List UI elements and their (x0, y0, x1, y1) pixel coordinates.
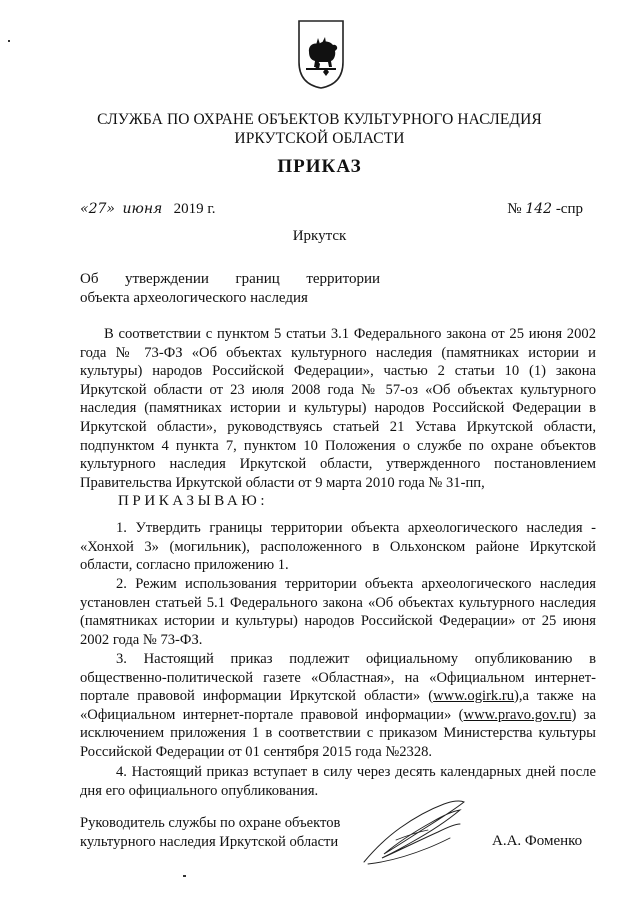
scan-speck (183, 875, 186, 877)
document-title: ПРИКАЗ (277, 156, 362, 177)
date-month: июня (122, 201, 163, 217)
number-prefix: № (507, 201, 522, 217)
order-number (507, 199, 583, 219)
subject-line2: объекта археологического наследия (80, 290, 308, 306)
organization-name-line1: СЛУЖБА ПО ОХРАНЕ ОБЪЕКТОВ КУЛЬТУРНОГО НАСЛЕДИЯ (97, 111, 542, 128)
position-line1: Руководитель службы по охране объектов (80, 815, 341, 831)
preamble-paragraph: В соответствии с пунктом 5 статьи 3.1 Федерального закона от 25 июня 2002 года № 73-ФЗ «Об объектах культурного наследия (памятниках истории и культуры) народов Российской Федерации», частью 2 статьи 10 (1) закона Иркутской области от 23 июля 2008 года № 57-оз «Об объектах культурного наследия (памятниках истории и культуры) народов Российской Федерации в Иркутской области», руководствуясь статьей 21 Устава Иркутской области, подпунктом 4 пункта 7, пунктом 10 Положения о службе по охране объектов культурного наследия Иркутской области, утвержденного постановлением Правительства Иркутской области от 9 марта 2010 года № 31-пп, (80, 326, 596, 491)
date-day: 27 (88, 201, 107, 217)
city-name: Иркутск (292, 228, 347, 244)
position-line2: культурного наследия Иркутской области (80, 834, 339, 850)
order-item-2: 2. Режим использования территории объекта археологического наследия установлен статьей 5.1 Федерального закона «Об объектах культурного наследия (памятниках истории и культуры) народов Российской Федерации» от 25 июня 2002 года № 73-ФЗ. (80, 576, 596, 648)
number-suffix: -спр (555, 201, 583, 217)
item3-text-part1: 3. Настоящий приказ подлежит официальному опубликованию в общественно-политической газете «Областная», на «Официальном интернет-портале правовой информации Иркутской области» ( (80, 651, 596, 705)
order-subject (80, 270, 380, 308)
pravo-link[interactable]: www.pravo.gov.ru (463, 706, 572, 723)
order-date (80, 199, 216, 219)
handwritten-signature (356, 792, 476, 872)
coat-of-arms-icon (296, 18, 346, 90)
order-item-1: 1. Утвердить границы территории объекта археологического наследия - «Хонхой 3» (могильник), расположенного в Ольхонском районе Иркутской области, согласно приложению 1. (80, 520, 596, 574)
number-value: 142 (525, 201, 553, 217)
ogirk-link[interactable]: www.ogirk.ru (433, 688, 515, 705)
order-item-4: 4. Настоящий приказ вступает в силу через десять календарных дней после дня его официального опубликования. (80, 764, 596, 799)
item3-text-part3: ) за исключением приложения 1 в соответствии с приказом Министерства культуры Российской Федерации от 01 сентября 2015 года №2328. (80, 706, 596, 760)
order-word: ПРИКАЗЫВАЮ: (118, 493, 269, 509)
order-item-3 (80, 650, 596, 762)
item3-text-part2: ),а также на «Официальном интернет-портале правовой информации» ( (80, 688, 596, 723)
signatory-name: А.А. Фоменко (492, 833, 583, 849)
date-close-quote: » (106, 201, 115, 217)
date-year: 2019 г. (173, 201, 216, 217)
date-open-quote: « (80, 201, 89, 217)
scan-speck (8, 40, 10, 42)
signatory-position (80, 814, 340, 852)
subject-line1: Об утверждении границ территории (80, 271, 380, 287)
organization-name-line2: ИРКУТСКОЙ ОБЛАСТИ (234, 130, 405, 147)
